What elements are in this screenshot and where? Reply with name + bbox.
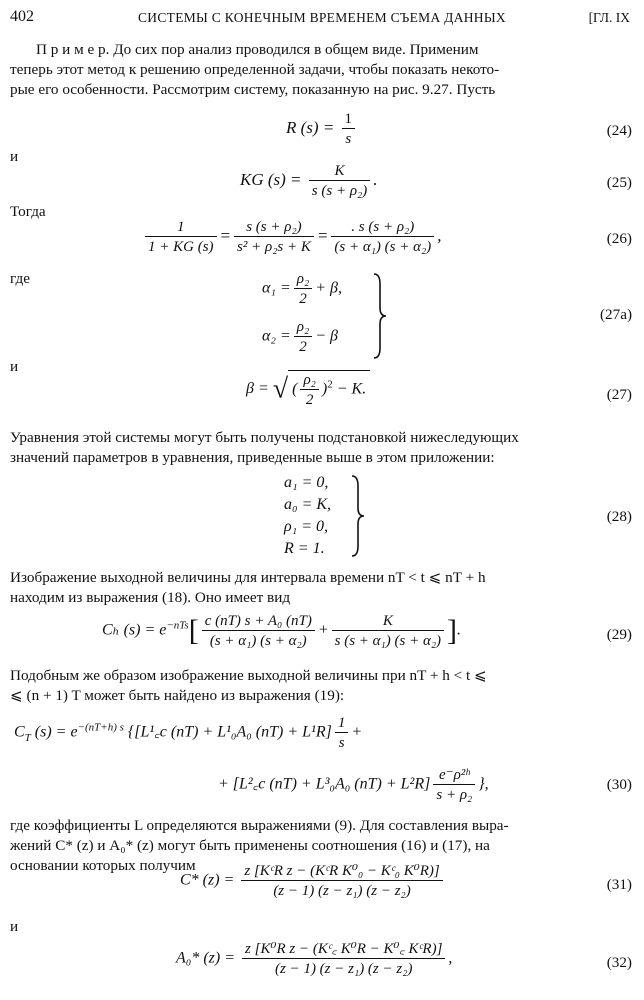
eq32-number: (32) bbox=[606, 954, 632, 971]
eq24-number: (24) bbox=[606, 122, 632, 139]
eq26-fraction-3 bbox=[331, 218, 434, 256]
eq30-fraction-2 bbox=[433, 766, 475, 804]
eq27a-l1-num: ρ₂ bbox=[296, 271, 310, 287]
eq28-line-3: ρ₁ = 0, bbox=[284, 518, 329, 535]
eq27-number: (27) bbox=[606, 386, 632, 403]
eq26-d3: (s + α₁) (s + α₂) bbox=[331, 236, 434, 256]
eq28-brace bbox=[350, 474, 366, 558]
eq25-tail: . bbox=[373, 169, 378, 189]
para4-line-2: ⩽ (n + 1) T может быть найдено из выражения (19): bbox=[10, 687, 345, 704]
example-lead: П р и м е р. bbox=[36, 41, 110, 58]
eq31-numerator: z [KᶜR z − (KᶜR K⁰₀ − Kᶜ₀ K⁰R)] bbox=[244, 863, 440, 879]
eq30-line-2-tail: }, bbox=[478, 775, 489, 793]
label-then: Тогда bbox=[10, 203, 46, 220]
eq29-plus: + bbox=[317, 621, 329, 639]
page-number: 402 bbox=[10, 8, 34, 25]
eq25-lhs: KG (s) = bbox=[240, 169, 302, 189]
equation-24 bbox=[286, 110, 358, 148]
eq26-tail: , bbox=[437, 225, 442, 245]
equation-30-line-2 bbox=[218, 766, 489, 804]
eq26-number: (26) bbox=[606, 230, 632, 247]
chapter-label: [ГЛ. IX bbox=[588, 10, 630, 25]
eq26-d1: 1 + KG (s) bbox=[145, 236, 217, 256]
para3-line-1: Изображение выходной величины для интервала времени nT < t ⩽ nT + h bbox=[10, 569, 486, 586]
eq28-line-4: R = 1. bbox=[284, 540, 325, 557]
eq30-d2: s + ρ₂ bbox=[433, 784, 475, 804]
eq31-number: (31) bbox=[606, 876, 632, 893]
eq30-fraction-1 bbox=[335, 714, 349, 752]
eq25-denominator: s (s + ρ₂) bbox=[309, 180, 370, 200]
para2-line-1: Уравнения этой системы могут быть получены подстановкой нижеследующих bbox=[10, 429, 519, 446]
eq29-tail: . bbox=[457, 621, 462, 639]
equation-30-line-1 bbox=[14, 714, 362, 752]
intro-line-3: рые его особенности. Рассмотрим систему, показанную на рис. 9.27. Пусть bbox=[10, 81, 496, 98]
eq30-line-1-body: {[L¹꜀c (nT) + L¹₀A₀ (nT) + L¹R] bbox=[127, 723, 332, 741]
eq29-n1: c (nT) s + A₀ (nT) bbox=[204, 613, 312, 629]
eq30-n1: 1 bbox=[337, 715, 346, 731]
equation-26: $\frac{1}{1 + KG (s)}$ = $\frac{\text{s (s + ρ₂)}}{\text{s² + ρ₂s + K}}$ = $\frac{\text{. s (s + ρ₂)}}{\text{(s + α₁) (s + α₂)}}$ , bbox=[142, 218, 441, 256]
eq29-number: (29) bbox=[606, 626, 632, 643]
eq26-n3: . s (s + ρ₂) bbox=[351, 219, 415, 235]
eq26-n2: s (s + ρ₂) bbox=[246, 219, 302, 235]
paragraph-3 bbox=[10, 568, 630, 608]
eq28-line-2: a₀ = K, bbox=[284, 496, 332, 513]
eq29-d1: (s + α₁) (s + α₂) bbox=[202, 630, 315, 650]
eq27-fraction bbox=[300, 371, 318, 409]
intro-line-2: теперь этот метод к решению определенной задачи, чтобы показать некото- bbox=[10, 61, 500, 78]
eq29-n2: K bbox=[382, 613, 393, 629]
eq30-line-2-body: + [L²꜀c (nT) + L³₀A₀ (nT) + L²R] bbox=[218, 775, 431, 793]
eq27-rad-num: ρ₂ bbox=[303, 372, 316, 388]
eq32-denominator: (z − 1) (z − z₁) (z − z₂) bbox=[242, 958, 445, 978]
eq30-d1: s bbox=[335, 732, 349, 752]
eq24-denominator: s bbox=[342, 128, 356, 148]
eq26-fraction-1 bbox=[145, 218, 217, 256]
eq27a-l2-fraction bbox=[294, 318, 312, 356]
eq28-number: (28) bbox=[606, 508, 632, 525]
eq27a-number: (27a) bbox=[599, 306, 632, 323]
eq31-denominator: (z − 1) (z − z₁) (z − z₂) bbox=[241, 880, 442, 900]
eq26-fraction-2 bbox=[234, 218, 314, 256]
equation-32 bbox=[176, 940, 452, 978]
para5-line-3: основании которых получим bbox=[10, 857, 196, 874]
eq27a-l1-tail: + β, bbox=[315, 279, 342, 297]
eq29-bracket-left: [ bbox=[188, 614, 199, 647]
eq24-numerator: 1 bbox=[344, 111, 353, 127]
eq30-lhs: C bbox=[14, 723, 25, 741]
para4-line-1: Подобным же образом изображение выходной величины при nT + h < t ⩽ bbox=[10, 667, 487, 684]
eq29-exponent: −nTs bbox=[166, 619, 189, 632]
para2-line-2: значений параметров в уравнения, приведенные выше в этом приложении: bbox=[10, 449, 495, 466]
equation-31 bbox=[180, 862, 446, 900]
eq27a-brace bbox=[372, 272, 388, 360]
eq29-fraction-2 bbox=[332, 612, 444, 650]
eq24-fraction bbox=[342, 110, 356, 148]
intro-line-1: До сих пор анализ проводился в общем виде. Применим bbox=[113, 41, 479, 58]
eq30-lhs-mid: (s) = e bbox=[34, 723, 78, 741]
eq27-rad-den: 2 bbox=[300, 389, 318, 409]
equation-27 bbox=[246, 370, 370, 409]
para5-line-2: жений C* (z) и A₀* (z) могут быть применены соотношения (16) и (17), на bbox=[10, 837, 490, 854]
paragraph-2 bbox=[10, 428, 630, 468]
eq32-tail: , bbox=[448, 949, 453, 967]
eq29-lhs: Cₕ (s) = e bbox=[102, 621, 167, 639]
eq31-fraction bbox=[241, 862, 442, 900]
eq25-fraction bbox=[309, 162, 370, 200]
equation-28 bbox=[284, 472, 331, 560]
label-and-1: и bbox=[10, 148, 19, 165]
equation-27a-line-2 bbox=[262, 318, 338, 356]
eq28-line-1: a₁ = 0, bbox=[284, 474, 329, 491]
eq30-number: (30) bbox=[606, 776, 632, 793]
eq27a-l1-fraction bbox=[294, 270, 312, 308]
running-title: СИСТЕМЫ С КОНЕЧНЫМ ВРЕМЕНЕМ СЪЕМА ДАННЫХ bbox=[138, 10, 506, 25]
eq32-lhs: A₀* (z) = bbox=[176, 949, 236, 967]
equation-25 bbox=[240, 162, 377, 200]
eq27a-l2-den: 2 bbox=[294, 336, 312, 356]
intro-paragraph bbox=[10, 40, 630, 100]
eq27a-l2-lhs: α₂ = bbox=[262, 327, 291, 345]
eq30-n2: e⁻ρ²ʰ bbox=[439, 767, 470, 783]
equation-27a-line-1 bbox=[262, 270, 342, 308]
eq27-radicand: ( $\frac{\text{ρ₂}}{2}$ )$^2$ − K. bbox=[288, 370, 370, 409]
para3-line-2: находим из выражения (18). Оно имеет вид bbox=[10, 589, 291, 606]
eq27-power: 2 bbox=[327, 378, 333, 391]
eq26-d2: s² + ρ₂s + K bbox=[234, 236, 314, 256]
eq27-rad-tail: − K. bbox=[336, 380, 367, 398]
eq27a-l1-den: 2 bbox=[294, 288, 312, 308]
eq24-lhs: R (s) = bbox=[286, 117, 335, 137]
label-where: где bbox=[10, 270, 30, 287]
eq27-lhs: β = bbox=[246, 380, 269, 398]
eq30-lhs-sub: T bbox=[24, 731, 31, 744]
para5-line-1: где коэффициенты L определяются выражениями (9). Для составления выра- bbox=[10, 817, 509, 834]
label-and-3: и bbox=[10, 918, 19, 935]
running-header bbox=[10, 8, 630, 30]
eq26-n1: 1 bbox=[177, 219, 185, 235]
eq32-numerator: z [K⁰R z − (Kᶜ꜀ K⁰R − K⁰꜀ KᶜR)] bbox=[245, 941, 443, 957]
label-and-2: и bbox=[10, 358, 19, 375]
eq29-bracket-right: ] bbox=[447, 614, 458, 647]
sqrt-sign: √ bbox=[272, 373, 289, 405]
eq32-fraction bbox=[242, 940, 445, 978]
paragraph-4 bbox=[10, 666, 630, 706]
eq27a-l1-lhs: α₁ = bbox=[262, 279, 291, 297]
eq27a-l2-num: ρ₂ bbox=[296, 319, 310, 335]
eq31-lhs: C* (z) = bbox=[180, 871, 235, 889]
eq29-fraction-1 bbox=[202, 612, 315, 650]
eq25-number: (25) bbox=[606, 174, 632, 191]
eq30-line-1-tail: + bbox=[351, 723, 363, 741]
eq27a-l2-tail: − β bbox=[315, 327, 338, 345]
eq29-d2: s (s + α₁) (s + α₂) bbox=[332, 630, 444, 650]
eq25-numerator: K bbox=[334, 163, 345, 179]
eq30-exponent: −(nT+h) s bbox=[77, 721, 124, 734]
equation-29 bbox=[102, 612, 461, 650]
